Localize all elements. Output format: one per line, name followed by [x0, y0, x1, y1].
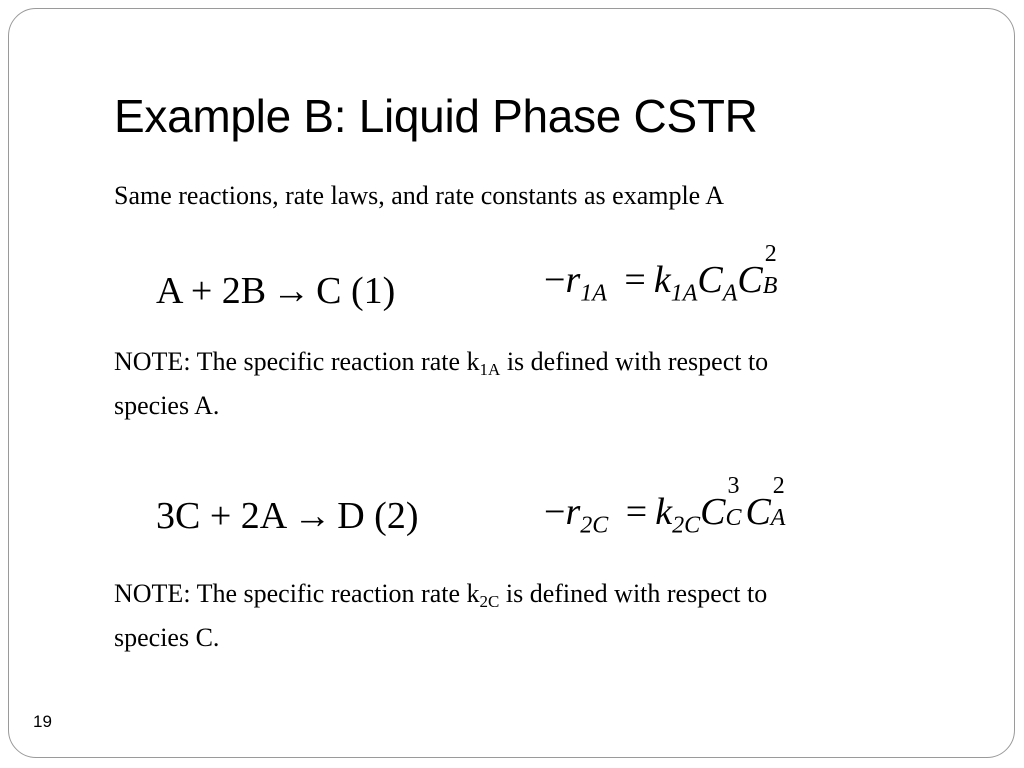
rate-law-2: [544, 473, 791, 539]
rate-law-2-var: r: [565, 491, 581, 533]
rate-law-1-k-sub: 1A: [670, 280, 698, 307]
rate-law-1-conc-b: C: [737, 259, 763, 301]
reaction-arrow-icon: →: [272, 270, 311, 312]
slide-title: Example B: Liquid Phase CSTR: [114, 90, 758, 142]
slide-subtitle: Same reactions, rate laws, and rate constants as example A: [114, 181, 725, 210]
note-2-line2: species C.: [114, 623, 220, 652]
rate-law-2-conc-a-exp: 2: [772, 473, 785, 499]
page-number: 19: [33, 712, 52, 731]
rate-law-2-conc-a: C: [745, 491, 771, 533]
rate-law-1-k: k: [653, 259, 671, 301]
rate-law-1-conc-b-exp: 2: [764, 241, 777, 267]
rate-law-1-conc-b-sub: B: [762, 273, 778, 299]
rate-law-1-equals: =: [624, 259, 646, 301]
note-2: [114, 572, 767, 660]
note-2-suffix: is defined with respect to: [499, 579, 768, 608]
note-1-suffix: is defined with respect to: [500, 347, 769, 376]
rate-law-2-sign: −: [544, 491, 566, 533]
rate-law-1-conc-a: C: [697, 259, 723, 301]
rate-law-1-sign: −: [544, 259, 566, 301]
rate-law-2-var-sub: 2C: [580, 512, 609, 539]
rate-law-2-equals: =: [625, 491, 648, 533]
rate-law-1-var-sub: 1A: [580, 280, 607, 307]
note-1-prefix: NOTE: The specific reaction rate k: [114, 347, 480, 376]
reaction-2-products: D (2): [337, 495, 419, 537]
rate-law-2-conc-c: C: [700, 491, 726, 533]
rate-law-2-k: k: [655, 491, 673, 533]
reaction-1-equation: [156, 272, 395, 310]
rate-law-1: [544, 241, 783, 307]
reaction-2-reactants: 3C + 2A: [156, 495, 288, 537]
rate-law-2-conc-c-exp: 3: [727, 473, 740, 499]
note-1: [114, 340, 768, 428]
reaction-2-equation: [156, 497, 418, 535]
note-2-prefix: NOTE: The specific reaction rate k: [114, 579, 480, 608]
rate-law-2-k-sub: 2C: [672, 512, 701, 539]
rate-law-1-conc-a-sub: A: [722, 280, 738, 307]
reaction-1-products: C (1): [316, 270, 396, 312]
note-2-sub: 2C: [479, 592, 500, 612]
note-1-line2: species A.: [114, 391, 220, 420]
reaction-arrow-icon: →: [293, 495, 332, 537]
note-1-sub: 1A: [479, 360, 501, 380]
rate-law-1-var: r: [565, 259, 581, 301]
rate-law-2-conc-a-sub: A: [770, 505, 786, 531]
reaction-1-reactants: A + 2B: [156, 270, 267, 312]
rate-law-2-conc-c-sub: C: [725, 505, 742, 531]
